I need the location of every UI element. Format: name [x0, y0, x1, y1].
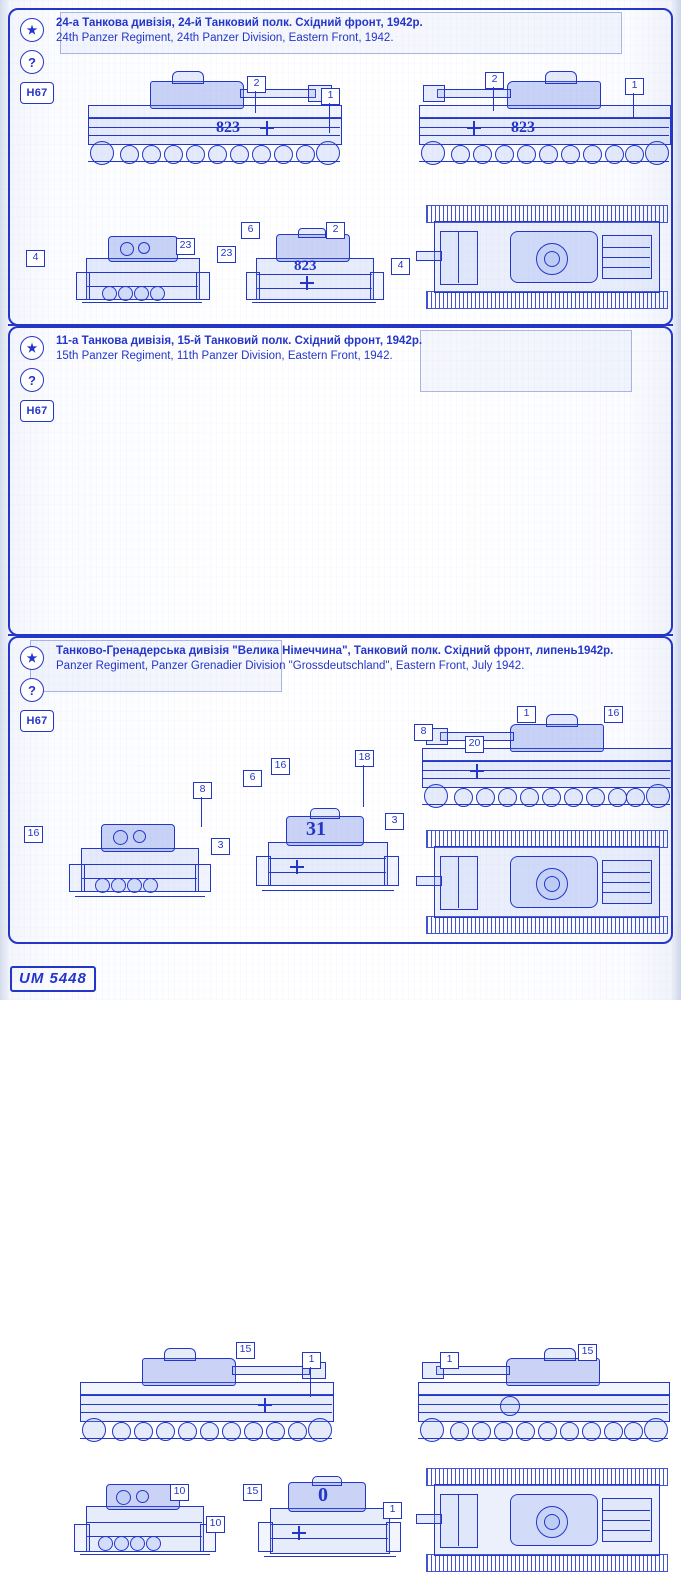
callout-1: 1 [440, 1352, 459, 1369]
hull-number-823: 823 [511, 119, 535, 136]
callout-leader [633, 93, 634, 119]
paint-code-badge: H67 [20, 82, 54, 104]
callout-1: 1 [321, 88, 340, 105]
panel-title-block [56, 644, 661, 674]
paint-code-badge: H67 [20, 710, 54, 732]
callout-15: 15 [236, 1342, 255, 1359]
callout-4: 4 [391, 258, 410, 275]
callout-leader [255, 91, 256, 113]
callout-10: 10 [206, 1516, 225, 1533]
callout-2: 2 [247, 76, 266, 93]
title-english: Panzer Regiment, Panzer Grenadier Division "Grossdeutschland", Eastern Front, July 1942. [56, 660, 525, 673]
callout-3: 3 [211, 838, 230, 855]
callout-23: 23 [176, 238, 195, 255]
callout-leader [329, 103, 330, 133]
sheet-code: UM 5448 [10, 966, 96, 992]
callout-1: 1 [625, 78, 644, 95]
top-view [416, 1458, 678, 1580]
badge-column [20, 18, 52, 112]
callout-3: 3 [385, 813, 404, 830]
star-badge-icon: ★ [20, 336, 44, 360]
callout-23: 23 [217, 246, 236, 263]
callout-2: 2 [485, 72, 504, 89]
callout-1: 1 [302, 1352, 321, 1369]
turret-number-31: 31 [306, 818, 326, 840]
callout-6: 6 [243, 770, 262, 787]
callout-leader [493, 87, 494, 111]
star-badge-icon: ★ [20, 646, 44, 670]
panel-title-block [56, 16, 661, 46]
callout-8: 8 [414, 724, 433, 741]
callout-10: 10 [170, 1484, 189, 1501]
callout-18: 18 [355, 750, 374, 767]
callout-16: 16 [271, 758, 290, 775]
callout-15: 15 [243, 1484, 262, 1501]
title-english: 24th Panzer Regiment, 24th Panzer Division, Eastern Front, 1942. [56, 32, 394, 45]
side-view-left [80, 65, 360, 170]
balkenkreuz-icon [292, 1526, 306, 1540]
star-badge-icon: ★ [20, 18, 44, 42]
question-badge-icon: ? [20, 50, 44, 74]
question-badge-icon: ? [20, 368, 44, 392]
title-english: 15th Panzer Regiment, 11th Panzer Division, Eastern Front, 1942. [56, 350, 393, 363]
badge-column [20, 646, 52, 740]
callout-1: 1 [383, 1502, 402, 1519]
callout-16: 16 [24, 826, 43, 843]
rear-number-823: 823 [294, 258, 317, 274]
callout-15: 15 [578, 1344, 597, 1361]
rear-view [256, 1476, 406, 1570]
callout-4: 4 [26, 250, 45, 267]
question-badge-icon: ? [20, 678, 44, 702]
balkenkreuz-icon [467, 121, 481, 135]
panel-24th-panzer-division [8, 8, 673, 326]
balkenkreuz-icon [300, 276, 314, 290]
title-ukrainian: 11-а Танкова дивізія, 15-й Танковий полк. Східний фронт, 1942р. [56, 335, 423, 347]
hull-number-823: 823 [216, 119, 240, 136]
balkenkreuz-icon [260, 121, 274, 135]
title-ukrainian: Танково-Гренадерська дивізія "Велика Німеччина", Танковий полк. Східний фронт, липень1942р. [56, 645, 614, 657]
top-view [416, 195, 678, 317]
panel-title-block [56, 334, 661, 364]
callout-leader [310, 1367, 311, 1397]
title-ukrainian: 24-а Танкова дивізія, 24-й Танковий полк. Східний фронт, 1942р. [56, 17, 423, 29]
badge-column [20, 336, 52, 430]
rear-view [242, 228, 387, 310]
callout-16: 16 [604, 706, 623, 723]
callout-8: 8 [193, 782, 212, 799]
sheet-code-footer [10, 966, 96, 992]
callout-2: 2 [326, 222, 345, 239]
paint-code-badge: H67 [20, 400, 54, 422]
callout-1: 1 [517, 706, 536, 723]
turret-number-0: 0 [318, 1484, 328, 1506]
callout-20: 20 [465, 736, 484, 753]
front-view [70, 1480, 220, 1570]
balkenkreuz-icon [258, 1398, 272, 1412]
callout-6: 6 [241, 222, 260, 239]
